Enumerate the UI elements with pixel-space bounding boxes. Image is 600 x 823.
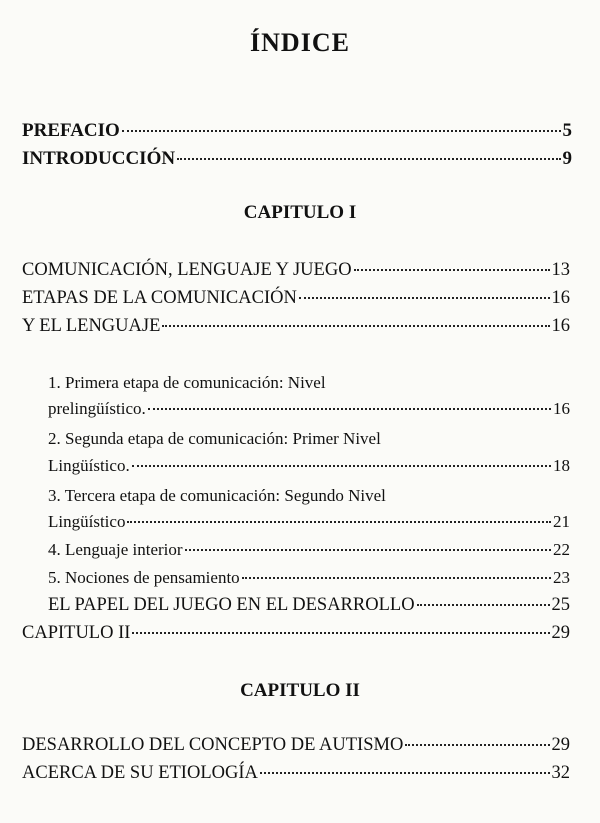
toc-entry-label: ETAPAS DE LA COMUNICACIÓN: [22, 288, 297, 308]
toc-entry-page: 16: [551, 288, 570, 308]
toc-entry-comunicacion[interactable]: [22, 260, 570, 281]
toc-entry-capitulo-ii[interactable]: [22, 623, 570, 644]
toc-entry-label: CAPITULO II: [22, 623, 131, 643]
toc-entry-label: 5. Nociones de pensamiento: [48, 568, 240, 587]
toc-entry-label: DESARROLLO DEL CONCEPTO DE AUTISMO: [22, 735, 404, 755]
toc-subentry-1[interactable]: [48, 399, 570, 419]
toc-entry-label: INTRODUCCIÓN: [22, 148, 176, 169]
toc-entry-etapas[interactable]: [22, 288, 570, 309]
toc-entry-page: 29: [551, 735, 570, 755]
toc-entry-page: 13: [551, 260, 570, 280]
toc-entry-page: 25: [551, 595, 570, 615]
toc-entry-page: 5: [562, 120, 572, 141]
toc-entry-etiologia[interactable]: [22, 763, 570, 784]
toc-entry-page: 23: [553, 568, 570, 587]
toc-entry-label: prelingüístico.: [48, 399, 146, 418]
toc-entry-label: 4. Lenguaje interior: [48, 540, 183, 559]
toc-entry-page: 29: [551, 623, 570, 643]
toc-entry-lenguaje[interactable]: [22, 316, 570, 337]
toc-entry-page: 22: [553, 540, 570, 559]
toc-subentry-4[interactable]: [48, 540, 570, 560]
toc-entry-label: Y EL LENGUAJE: [22, 316, 161, 336]
toc-entry-prefacio[interactable]: [22, 120, 572, 142]
toc-entry-page: 18: [553, 456, 570, 475]
toc-entry-label: Lingüístico.: [48, 456, 130, 475]
leader-dots: [299, 297, 550, 299]
leader-dots: [132, 632, 549, 634]
toc-entry-label: COMUNICACIÓN, LENGUAJE Y JUEGO: [22, 260, 352, 280]
toc-subentry-2[interactable]: [48, 456, 570, 476]
toc-entry-desarrollo-autismo[interactable]: [22, 735, 570, 756]
toc-entry-introduccion[interactable]: [22, 148, 572, 170]
toc-entry-label: EL PAPEL DEL JUEGO EN EL DESARROLLO: [48, 595, 415, 615]
leader-dots: [242, 577, 551, 579]
toc-entry-label: PREFACIO: [22, 120, 120, 141]
leader-dots: [127, 521, 551, 523]
chapter-heading: CAPITULO II: [240, 680, 360, 701]
toc-subentry-line1: 3. Tercera etapa de comunicación: Segundo Nivel: [48, 486, 386, 505]
leader-dots: [162, 325, 549, 327]
toc-entry-page: 16: [553, 399, 570, 418]
toc-entry-page: 21: [553, 512, 570, 531]
toc-entry-page: 32: [551, 763, 570, 783]
toc-subentry-5[interactable]: [48, 568, 570, 588]
toc-subentry-line1: 2. Segunda etapa de comunicación: Primer Nivel: [48, 429, 381, 448]
toc-entry-label: Lingüístico: [48, 512, 126, 531]
leader-dots: [132, 465, 551, 467]
toc-entry-label: ACERCA DE SU ETIOLOGÍA: [22, 763, 258, 783]
leader-dots: [260, 772, 550, 774]
leader-dots: [417, 604, 550, 606]
toc-entry-page: 16: [551, 316, 570, 336]
toc-subentry-3[interactable]: [48, 512, 570, 532]
toc-entry-page: 9: [562, 148, 572, 169]
chapter-heading: CAPITULO I: [243, 202, 357, 223]
toc-subentry-line1: 1. Primera etapa de comunicación: Nivel: [48, 373, 326, 392]
page-title: ÍNDICE: [250, 28, 350, 57]
leader-dots: [185, 549, 551, 551]
toc-entry-papel-juego[interactable]: [48, 595, 570, 616]
leader-dots: [177, 158, 560, 160]
leader-dots: [148, 408, 551, 410]
leader-dots: [405, 744, 549, 746]
leader-dots: [354, 269, 550, 271]
leader-dots: [122, 130, 561, 132]
